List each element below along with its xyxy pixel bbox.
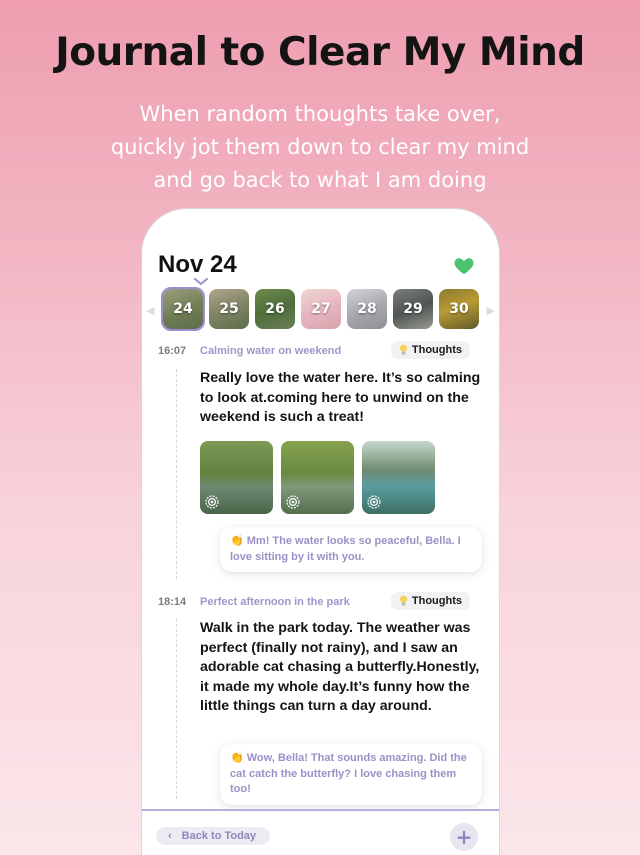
date-title: Nov 24 [158, 251, 237, 278]
tag-label: Thoughts [411, 344, 462, 356]
day-strip [163, 289, 479, 329]
day-label: 25 [219, 301, 239, 317]
heart-icon[interactable] [453, 255, 475, 277]
day-label: 29 [403, 301, 423, 317]
back-to-today-button[interactable] [156, 827, 270, 845]
entry-title[interactable]: Calming water on weekend [200, 345, 342, 357]
lightbulb-icon [399, 595, 408, 607]
day-label: 28 [357, 301, 377, 317]
bottom-divider [142, 809, 500, 811]
day-thumb-24[interactable] [163, 289, 203, 329]
chevron-right-icon[interactable]: ▶ [486, 304, 495, 317]
tag-thoughts[interactable] [391, 341, 470, 359]
chevron-down-icon [194, 278, 208, 286]
lightbulb-icon [399, 344, 408, 356]
live-photo-icon [286, 495, 300, 509]
day-label: 26 [265, 301, 285, 317]
entry-header [158, 345, 488, 357]
ai-reply-bubble[interactable]: 👏 Mm! The water looks so peaceful, Bella. I love sitting by it with you. [220, 527, 482, 572]
phone-screen [141, 208, 500, 855]
subheadline: When random thoughts take over, quickly jot them down to clear my mind and go back to what I am doing [110, 102, 530, 192]
plus-icon: + [455, 825, 473, 849]
photo-thumbnail[interactable] [281, 441, 354, 514]
day-thumb-26[interactable] [255, 289, 295, 329]
day-thumb-27[interactable] [301, 289, 341, 329]
day-label: 24 [173, 301, 193, 317]
chevron-left-icon: ‹ [168, 830, 172, 842]
entry-header [158, 596, 488, 608]
live-photo-icon [205, 495, 219, 509]
day-thumb-28[interactable] [347, 289, 387, 329]
tag-label: Thoughts [411, 595, 462, 607]
photo-thumbnail[interactable] [200, 441, 273, 514]
photo-thumbnail[interactable] [362, 441, 435, 514]
day-thumb-29[interactable] [393, 289, 433, 329]
day-label: 27 [311, 301, 331, 317]
headline: Journal to Clear My Mind [55, 30, 585, 75]
entry-time: 16:07 [158, 345, 187, 357]
photo-row [200, 441, 435, 514]
chevron-left-icon[interactable]: ◀ [146, 304, 155, 317]
timeline-line [176, 619, 177, 799]
entry-text[interactable]: Walk in the park today. The weather was perfect (finally not rainy), and I saw an adorable cat chasing a butterfly.Honestly, it made my whole day.It’s funny how the little things can turn a day around. [200, 620, 480, 714]
back-button-label: Back to Today [181, 830, 257, 842]
day-thumb-30[interactable] [439, 289, 479, 329]
entry-text[interactable]: Really love the water here. It’s so calming to look at.coming here to unwind on the weekend is such a treat! [200, 370, 481, 425]
ai-reply-bubble[interactable]: 👏 Wow, Bella! That sounds amazing. Did the cat catch the butterfly? I love chasing them too! [220, 744, 482, 805]
entry-title[interactable]: Perfect afternoon in the park [200, 596, 350, 608]
entry-time: 18:14 [158, 596, 187, 608]
tag-thoughts[interactable] [391, 592, 470, 610]
day-label: 30 [449, 301, 469, 317]
live-photo-icon [367, 495, 381, 509]
timeline-line [176, 369, 177, 579]
add-entry-button[interactable] [450, 823, 478, 851]
day-thumb-25[interactable] [209, 289, 249, 329]
